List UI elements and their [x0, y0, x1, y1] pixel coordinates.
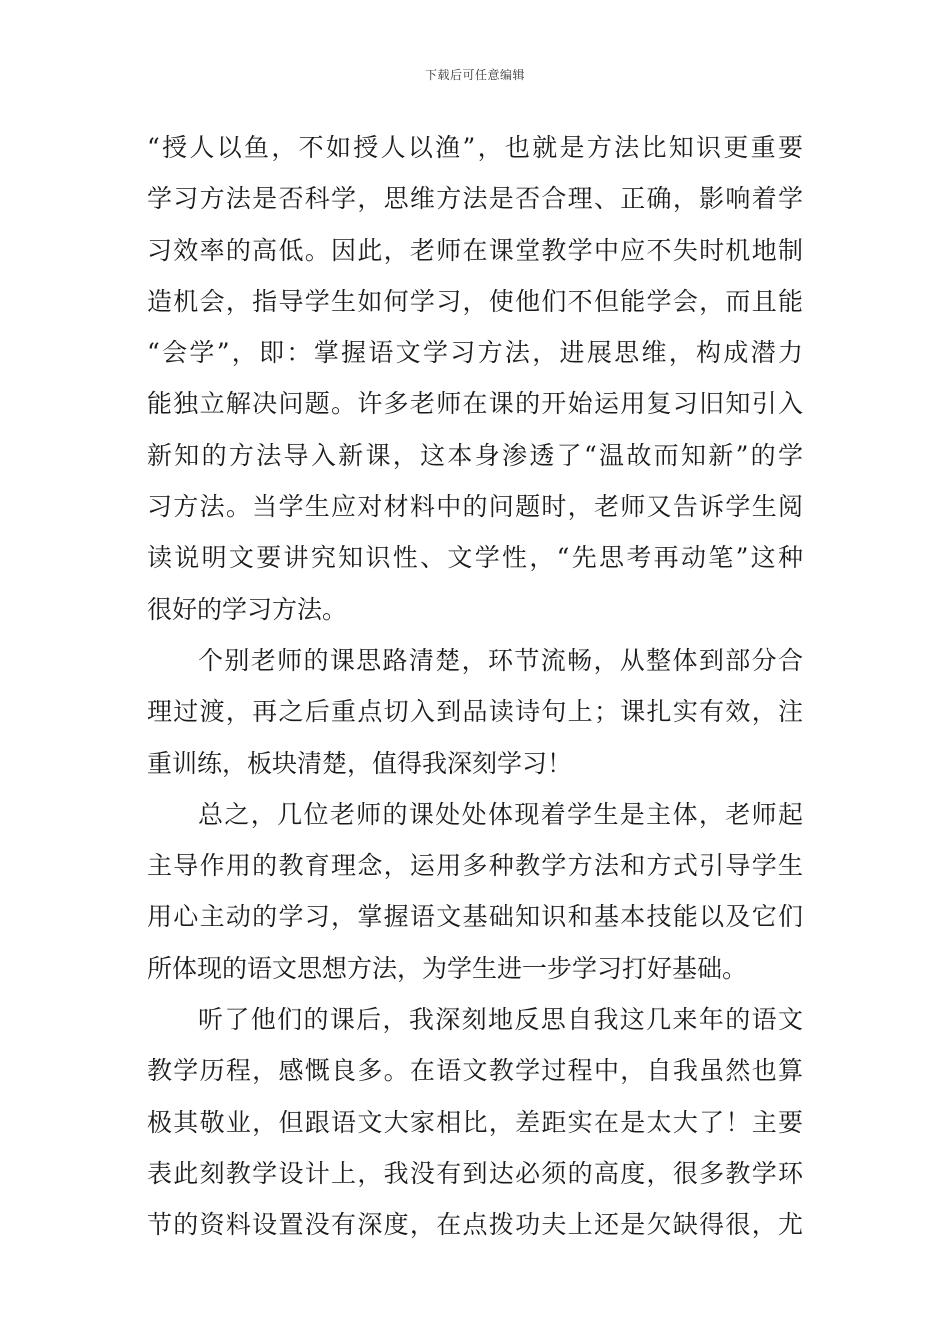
text-line: 极其敬业，但跟语文大家相比，差距实在是太大了！主要 [147, 1107, 803, 1137]
paragraph-2 [147, 635, 803, 789]
text-line: 主导作用的教育理念，运用多种教学方法和方式引导学生 [147, 851, 803, 881]
text-line: 习方法。当学生应对材料中的问题时，老师又告诉学生阅 [147, 492, 803, 522]
text-line: 新知的方法导入新课，这本身渗透了“温故而知新”的学 [147, 440, 803, 470]
text-line: 习效率的高低。因此，老师在课堂教学中应不失时机地制 [147, 235, 803, 265]
text-line: 造机会，指导学生如何学习，使他们不但能学会，而且能 [147, 286, 803, 316]
text-line: 总之，几位老师的课处处体现着学生是主体，老师起 [198, 799, 803, 829]
text-line: 能独立解决问题。许多老师在课的开始运用复习旧知引入 [147, 389, 803, 419]
text-line: “会学”，即：掌握语文学习方法，进展思维，构成潜力 [147, 338, 803, 368]
text-line: “授人以鱼，不如授人以渔”，也就是方法比知识更重要 [147, 133, 803, 162]
document-body [147, 122, 803, 1251]
text-line: 个别老师的课思路清楚，环节流畅，从整体到部分合 [198, 645, 803, 675]
text-line: 用心主动的学习，掌握语文基础知识和基本技能以及它们 [147, 902, 803, 932]
text-line: 教学历程，感慨良多。在语文教学过程中，自我虽然也算 [147, 1056, 803, 1086]
text-line: 理过渡，再之后重点切入到品读诗句上；课扎实有效，注 [147, 697, 803, 727]
text-line: 表此刻教学设计上，我没有到达必须的高度，很多教学环 [147, 1158, 803, 1188]
paragraph-4 [147, 994, 803, 1250]
text-line: 听了他们的课后，我深刻地反思自我这几来年的语文 [198, 1005, 803, 1035]
page-header: 下载后可任意编辑 [424, 68, 525, 82]
paragraph-3 [147, 789, 803, 994]
text-line: 重训练，板块清楚，值得我深刻学习！ [147, 748, 573, 778]
text-line: 读说明文要讲究知识性、文学性，“先思考再动笔”这种 [147, 543, 803, 573]
text-line: 所体现的语文思想方法，为学生进一步学习打好基础。 [147, 953, 748, 983]
paragraph-1 [147, 122, 803, 635]
text-line: 很好的学习方法。 [147, 594, 348, 624]
text-line: 学习方法是否科学，思维方法是否合理、正确，影响着学 [147, 184, 803, 214]
text-line: 节的资料设置没有深度，在点拨功夫上还是欠缺得很，尤 [147, 1210, 803, 1240]
